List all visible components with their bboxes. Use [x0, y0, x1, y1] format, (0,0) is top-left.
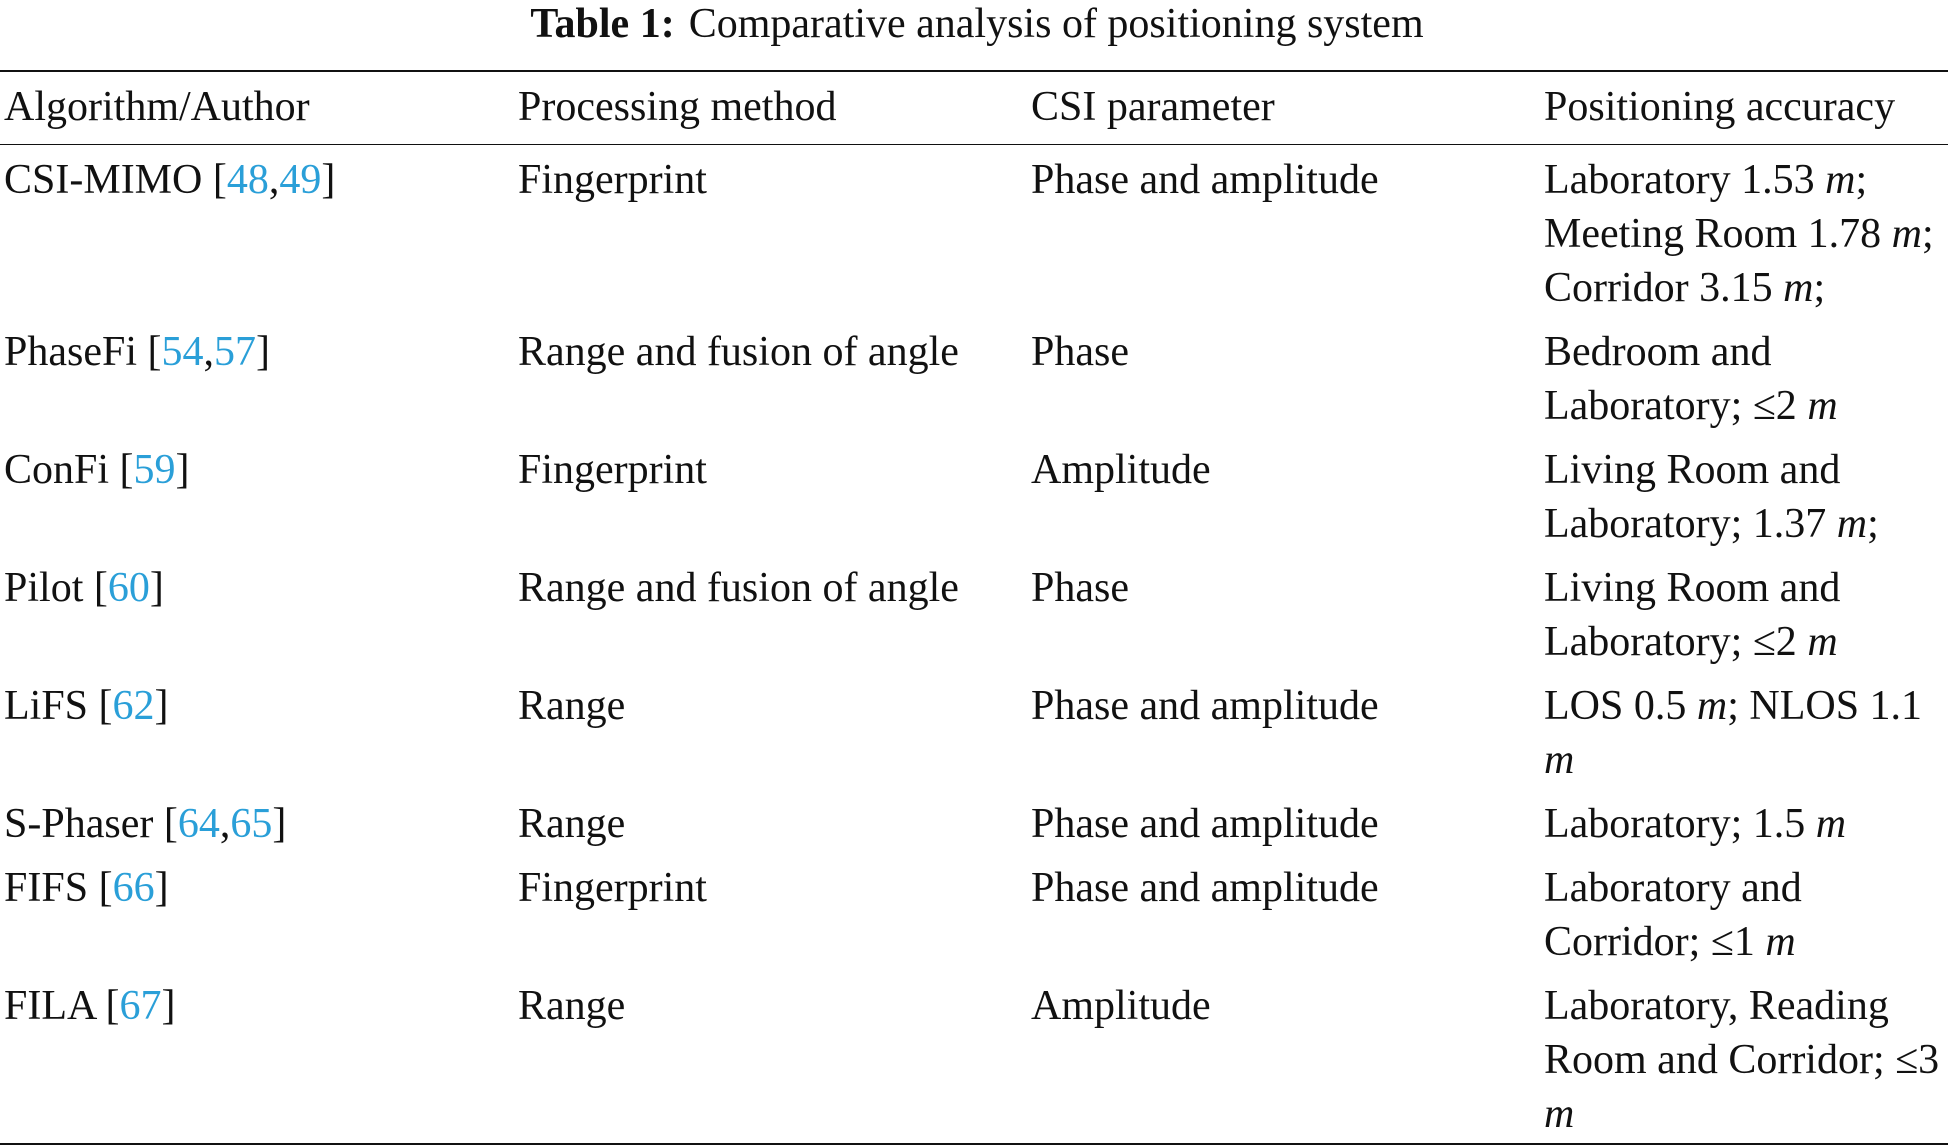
cell-processing-method: Range and fusion of angle: [518, 565, 959, 611]
ref-bracket-close: ]: [272, 801, 287, 847]
cell-positioning-accuracy: [1540, 853, 1948, 971]
algorithm-name: S-Phaser: [4, 801, 154, 847]
table-row: [0, 853, 1948, 971]
cell-csi-parameter: Phase and amplitude: [1031, 865, 1379, 911]
unit-text: m: [1825, 157, 1856, 203]
reference-link[interactable]: 48: [226, 157, 269, 203]
unit-text: m: [1783, 265, 1814, 311]
cell-csi-parameter: Amplitude: [1031, 447, 1211, 493]
accuracy-text: ;: [1867, 501, 1879, 547]
ref-bracket-open: [: [105, 983, 120, 1029]
reference-link[interactable]: 59: [133, 447, 176, 493]
unit-text: m: [1765, 919, 1796, 965]
cell-csi-parameter: Phase and amplitude: [1031, 683, 1379, 729]
table-caption: [0, 0, 1954, 52]
table-row: [0, 971, 1948, 1144]
header-positioning-accuracy: Positioning accuracy: [1544, 84, 1896, 130]
accuracy-text: Laboratory 1.53: [1544, 157, 1826, 203]
accuracy-text: Laboratory; 1.5: [1544, 801, 1816, 847]
algorithm-name: LiFS: [4, 683, 89, 729]
cell-processing-method: Fingerprint: [518, 865, 707, 911]
accuracy-text: Living Room and Laboratory; 1.37: [1544, 447, 1841, 547]
algorithm-name: PhaseFi: [4, 329, 138, 375]
table-row: [0, 317, 1948, 435]
cell-positioning-accuracy: [1540, 671, 1948, 789]
ref-bracket-close: ]: [175, 447, 190, 493]
ref-bracket-close: ]: [161, 983, 176, 1029]
unit-text: m: [1891, 211, 1922, 257]
accuracy-text: Living Room and Laboratory; ≤2: [1544, 565, 1841, 665]
cell-processing-method: Fingerprint: [518, 447, 707, 493]
cell-algorithm: [0, 553, 514, 671]
cell-processing-method: Range: [518, 683, 626, 729]
reference-link[interactable]: 64: [177, 801, 220, 847]
ref-bracket-close: ]: [149, 565, 164, 611]
caption-label: Table 1:: [530, 1, 675, 47]
header-csi-parameter: CSI parameter: [1031, 84, 1275, 130]
cell-algorithm: [0, 789, 514, 853]
cell-positioning-accuracy: [1540, 317, 1948, 435]
table-row: [0, 435, 1948, 553]
cell-csi-parameter: Phase and amplitude: [1031, 157, 1379, 203]
algorithm-name: FIFS: [4, 865, 89, 911]
algorithm-name: ConFi: [4, 447, 110, 493]
ref-bracket-open: [: [163, 801, 178, 847]
unit-text: m: [1836, 501, 1868, 547]
table-row: [0, 671, 1948, 789]
algorithm-name: CSI-MIMO: [4, 157, 203, 203]
comparison-table: [0, 70, 1948, 1145]
reference-link[interactable]: 65: [230, 801, 273, 847]
unit-text: m: [1807, 619, 1838, 665]
table-row: [0, 553, 1948, 671]
reference-link[interactable]: 62: [112, 683, 155, 729]
table-row: [0, 145, 1948, 318]
caption-text: Comparative analysis of positioning system: [688, 1, 1424, 47]
cell-positioning-accuracy: [1540, 553, 1948, 671]
reference-link[interactable]: 54: [161, 329, 204, 375]
unit-text: m: [1544, 737, 1575, 783]
unit-text: m: [1544, 1091, 1575, 1137]
ref-bracket-close: ]: [154, 865, 169, 911]
ref-bracket-open: [: [98, 683, 113, 729]
accuracy-text: ; Meeting Room 1.78: [1544, 157, 1892, 257]
ref-bracket-open: [: [119, 447, 134, 493]
ref-separator: ,: [219, 801, 231, 847]
cell-csi-parameter: Phase: [1031, 329, 1129, 375]
cell-algorithm: [0, 853, 514, 971]
ref-separator: ,: [203, 329, 215, 375]
cell-positioning-accuracy: [1540, 145, 1948, 318]
table-row: [0, 789, 1948, 853]
cell-algorithm: [0, 671, 514, 789]
accuracy-text: ; NLOS 1.1: [1727, 683, 1923, 729]
ref-separator: ,: [268, 157, 280, 203]
ref-bracket-open: [: [212, 157, 227, 203]
unit-text: m: [1815, 801, 1847, 847]
ref-bracket-open: [: [93, 565, 108, 611]
reference-link[interactable]: 60: [107, 565, 150, 611]
cell-processing-method: Range: [518, 983, 626, 1029]
ref-bracket-close: ]: [154, 683, 169, 729]
reference-link[interactable]: 57: [214, 329, 257, 375]
algorithm-name: Pilot: [4, 565, 84, 611]
cell-algorithm: [0, 145, 514, 318]
header-processing-method: Processing method: [518, 84, 837, 130]
ref-bracket-open: [: [98, 865, 113, 911]
algorithm-name: FILA: [4, 983, 96, 1029]
ref-bracket-close: ]: [256, 329, 271, 375]
header-row: [0, 71, 1948, 145]
accuracy-text: LOS 0.5: [1544, 683, 1697, 729]
cell-algorithm: [0, 971, 514, 1144]
ref-bracket-open: [: [147, 329, 162, 375]
cell-csi-parameter: Phase: [1031, 565, 1129, 611]
accuracy-text: Laboratory, Reading Room and Corridor; ≤3: [1544, 983, 1940, 1083]
reference-link[interactable]: 49: [279, 157, 322, 203]
table-header: [0, 71, 1948, 145]
header-algorithm: Algorithm/Author: [4, 84, 310, 130]
table-body: [0, 145, 1948, 1145]
cell-processing-method: Fingerprint: [518, 157, 707, 203]
reference-link[interactable]: 67: [119, 983, 162, 1029]
cell-processing-method: Range: [518, 801, 626, 847]
reference-link[interactable]: 66: [112, 865, 155, 911]
cell-algorithm: [0, 435, 514, 553]
cell-positioning-accuracy: [1540, 971, 1948, 1144]
unit-text: m: [1696, 683, 1728, 729]
cell-positioning-accuracy: [1540, 435, 1948, 553]
accuracy-text: Laboratory and Corridor; ≤1: [1544, 865, 1802, 965]
accuracy-text: ;: [1813, 265, 1826, 311]
accuracy-text: Bedroom and Laboratory; ≤2: [1544, 329, 1808, 429]
cell-processing-method: Range and fusion of angle: [518, 329, 959, 375]
cell-csi-parameter: Phase and amplitude: [1031, 801, 1379, 847]
cell-algorithm: [0, 317, 514, 435]
cell-csi-parameter: Amplitude: [1031, 983, 1211, 1029]
unit-text: m: [1807, 383, 1838, 429]
accuracy-text: ; Corridor 3.15: [1544, 211, 1934, 311]
ref-bracket-close: ]: [321, 157, 336, 203]
cell-positioning-accuracy: [1540, 789, 1948, 853]
